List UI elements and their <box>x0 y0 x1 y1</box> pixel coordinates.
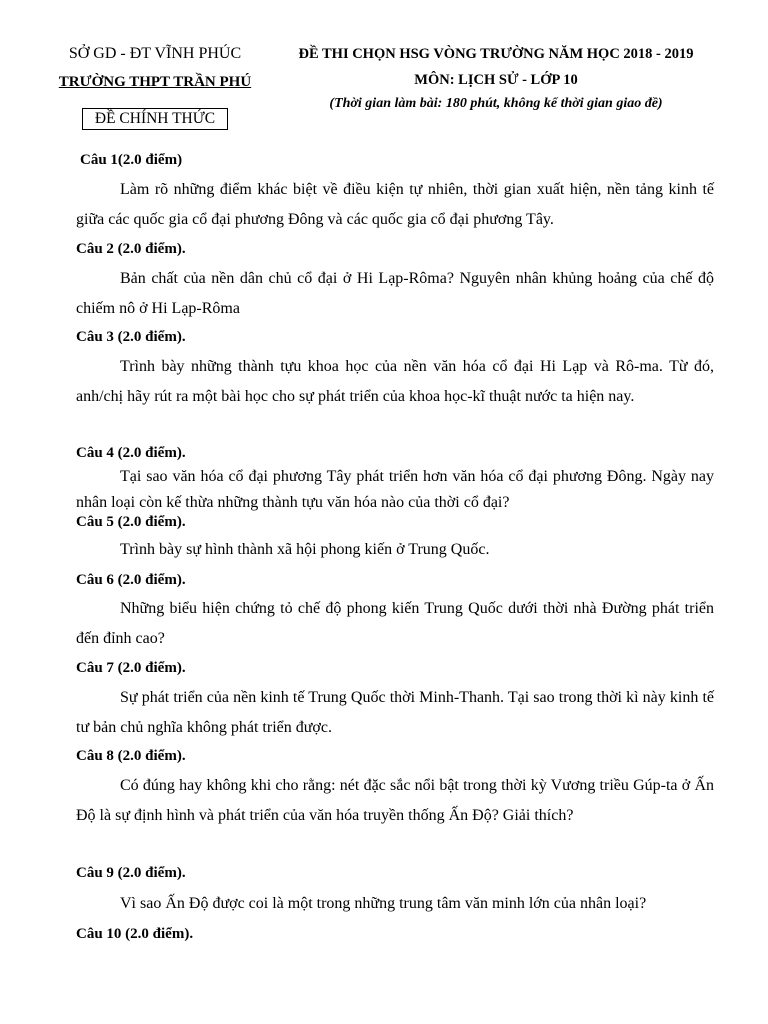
question-4-heading: Câu 4 (2.0 điểm). <box>76 445 186 461</box>
exam-time-note: (Thời gian làm bài: 180 phút, không kể thời gian giao đề) <box>329 96 663 111</box>
department-name: SỞ GD - ĐT VĨNH PHÚC <box>68 45 242 62</box>
question-7-heading: Câu 7 (2.0 điểm). <box>76 660 186 676</box>
question-8-text: Có đúng hay không khi cho rằng: nét đặc sắc nổi bật trong thời kỳ Vương triều Gúp-ta ở Ấn Độ là sự định hình và phát triển của văn hóa truyền thống Ấn Độ? Giải thích? <box>76 777 714 824</box>
question-8-heading: Câu 8 (2.0 điểm). <box>76 748 186 764</box>
header-left <box>50 44 260 130</box>
exam-title: ĐỀ THI CHỌN HSG VÒNG TRƯỜNG NĂM HỌC 2018 - 2019 <box>298 46 694 62</box>
question-9-text: Vì sao Ấn Độ được coi là một trong những trung tâm văn minh lớn của nhân loại? <box>120 895 647 912</box>
question-3-text: Trình bày những thành tựu khoa học của nền văn hóa cổ đại Hi Lạp và Rô-ma. Từ đó, anh/chị hãy rút ra một bài học cho sự phát triển của khoa học-kĩ thuật nước ta hiện nay. <box>76 358 714 405</box>
question-1-text: Làm rõ những điểm khác biệt về điều kiện tự nhiên, thời gian xuất hiện, nền tảng kinh tế giữa các quốc gia cổ đại phương Đông và các quốc gia cổ đại phương Tây. <box>76 181 714 228</box>
school-name: TRƯỜNG THPT TRẦN PHÚ <box>58 74 252 90</box>
question-5-text: Trình bày sự hình thành xã hội phong kiến ở Trung Quốc. <box>120 541 490 558</box>
official-label: ĐỀ CHÍNH THỨC <box>82 108 228 130</box>
question-9-heading: Câu 9 (2.0 điểm). <box>76 865 186 881</box>
question-2-heading: Câu 2 (2.0 điểm). <box>76 241 186 257</box>
exam-subject: MÔN: LỊCH SỬ - LỚP 10 <box>414 72 578 88</box>
question-1-heading: Câu 1(2.0 điểm) <box>80 152 183 168</box>
question-3-heading: Câu 3 (2.0 điểm). <box>76 329 186 345</box>
question-2-text: Bản chất của nền dân chủ cổ đại ở Hi Lạp-Rôma? Nguyên nhân khủng hoảng của chế độ chiếm nô ở Hi Lạp-Rôma <box>76 270 714 317</box>
header-right <box>280 44 712 114</box>
question-4-text: Tại sao văn hóa cổ đại phương Tây phát triển hơn văn hóa cổ đại phương Đông. Ngày nay nhân loại còn kế thừa những thành tựu văn hóa nào của thời cổ đại? <box>76 468 714 511</box>
question-10-heading: Câu 10 (2.0 điểm). <box>76 926 194 942</box>
question-6-text: Những biểu hiện chứng tỏ chế độ phong kiến Trung Quốc dưới thời nhà Đường phát triển đến đỉnh cao? <box>76 600 714 647</box>
question-5-heading: Câu 5 (2.0 điểm). <box>76 514 186 530</box>
question-7-text: Sự phát triển của nền kinh tế Trung Quốc thời Minh-Thanh. Tại sao trong thời kì này kinh tế tư bản chủ nghĩa không phát triển được. <box>76 689 714 736</box>
question-6-heading: Câu 6 (2.0 điểm). <box>76 572 186 588</box>
